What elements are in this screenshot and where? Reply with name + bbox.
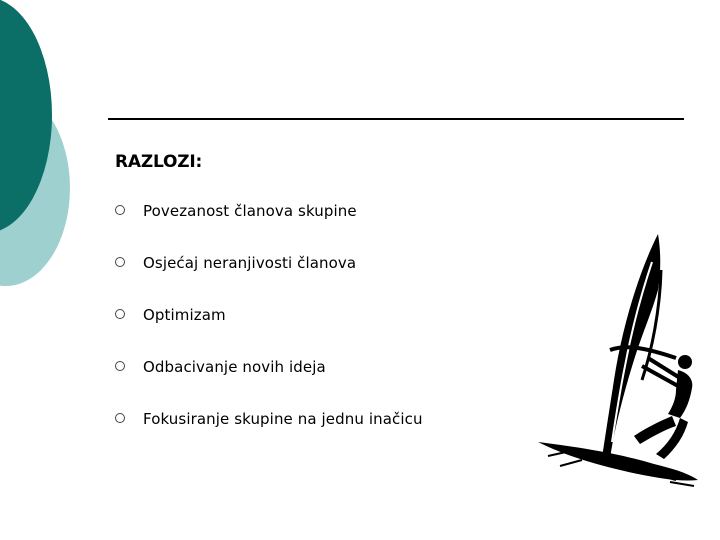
bullet-text: Povezanost članova skupine [143, 202, 357, 220]
bullet-text: Optimizam [143, 306, 226, 324]
bullet-text: Osjećaj neranjivosti članova [143, 254, 357, 272]
bullet-circle-icon [115, 257, 125, 267]
windsurfer-icon [530, 230, 705, 490]
bullet-list [115, 201, 423, 461]
slide-heading: RAZLOZI: [115, 152, 203, 172]
list-item [115, 305, 423, 357]
list-item [115, 253, 423, 305]
bullet-text: Odbacivanje novih ideja [143, 358, 326, 376]
decorative-circles [0, 0, 80, 300]
list-item [115, 409, 423, 461]
list-item [115, 357, 423, 409]
bullet-circle-icon [115, 309, 125, 319]
bullet-text: Fokusiranje skupine na jednu inačicu [143, 410, 423, 428]
bullet-circle-icon [115, 361, 125, 371]
title-rule [108, 118, 684, 120]
bullet-circle-icon [115, 413, 125, 423]
list-item [115, 201, 423, 253]
bullet-circle-icon [115, 205, 125, 215]
